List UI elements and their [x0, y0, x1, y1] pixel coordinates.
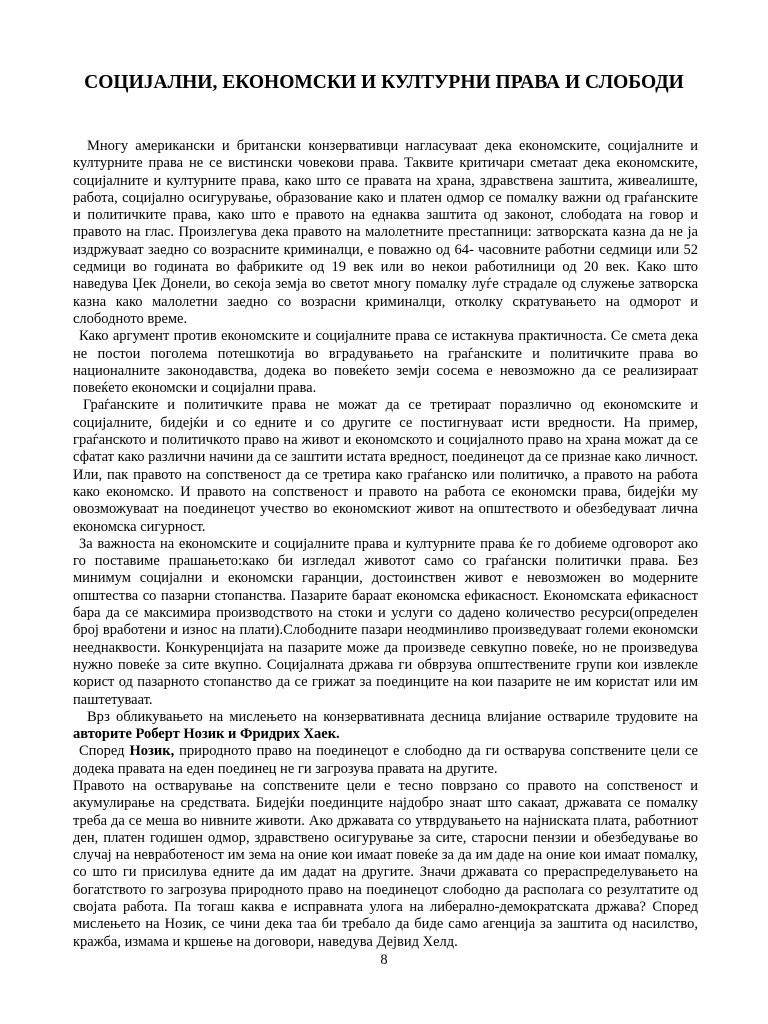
document-body: [73, 138, 698, 951]
paragraph-4: За важноста на економските и социјалните права и културните права ќе го добиеме одговорот ако го поставиме прашањето:како би изгледал животот само со граѓански политички права. Без минимум социјални и економски гаранции, достоинствен живот е невозможен во модерните општества со пазарни стопанства. Пазарите бараат економска ефикасност. Економската ефикасност бара да се максимира производството на стоки и услуги со дадено количество ресурси(определен број вработени и износ на плати).Слободните пазари неодминливо произведуваат големи економски нееднаквости. Конкуренцијата на пазарите може да произведе севкупно повеќе, но не произведува нужно повеќе за сите вкупно. Социјалната држава ги обврзува општествените групи кои извлекле корист од пазарното стопанство да се грижат за поединците на кои пазарите не им користат или им паштетуваат.: [73, 535, 698, 708]
page-number: 8: [380, 952, 388, 968]
paragraph-6: [73, 743, 698, 778]
paragraph-3: Граѓанските и политичките права не можат да се третираат поразлично од економските и социјалните, бидејќи и со едните и со другите се постигнуваат исти вредности. На пример, граѓанското и политичкото право на живот и економското и социјалното право на храна можат да се сфатат како различни начини да се заштити истата вредност, поединецот да се признае како личност. Или, пак правото на сопственост да се третира како граѓанско или политичко, а правото на работа како економско. И правото на сопственост и правото на работа се економски права, бидејќи му овозможуваат на поединецот учество во економскиот живот на општеството и обезбедуваат лична економска сигурност.: [73, 397, 698, 535]
paragraph-5: [73, 709, 698, 744]
paragraph-6-lead: Според: [79, 743, 130, 760]
paragraph-6-text: природното право на поединецот е слободно да ги остварува сопствените цели се додека правата на еден поединец не ги загрозува правата на другите.: [73, 743, 698, 777]
paragraph-5-text: Врз обликувањето на мислењето на конзервативната десница влијание оствариле трудовите на: [87, 708, 698, 725]
paragraph-1: Многу американски и британски конзервативци нагласуваат дека економските, социјалните и културните права не се вистински човекови права. Таквите критичари сметаат дека економските, социјалните и културните права, како што се правата на храна, здравствена заштита, живеалиште, работа, социјално осигурување, образование како и платен одмор се помалку важни од граѓанските и политичките права, како што е правото на еднаква заштита од законот, слободата на говор и правото на глас. Произлегува дека правото на малолетните престапници: затворската казна да не ја издржуваат заедно со возрасните криминалци, е поважно од 64- часовните работни седмици или 52 седмици во годината во фабриките од 19 век или во некои работилници од 20 век. Како што наведува Џек Донели, во секоја земја во светот многу помалку луѓе страдале од служење затворска казна како малолетни заедно со возрасни криминалци, отколку скратувањето на одморот и слободното време.: [73, 138, 698, 327]
nozick-bold-text: Нозик,: [129, 743, 175, 760]
page-title: СОЦИЈАЛНИ, ЕКОНОМСКИ И КУЛТУРНИ ПРАВА И СЛОБОДИ: [84, 72, 684, 93]
paragraph-7: Правото на остварување на сопствените цели е тесно поврзано со правото на сопственост и акумулирање на средствата. Бидејќи поединците најдобро знаат што сакаат, државата се помалку треба да се меша во нивните животи. Ако државата со утврдувањето на најниската плата, работниот ден, платен годишен одмор, здравствено осигурување за сите, старосни пензии и обезбедување во случај на невработеност им зема на оние кои имаат повеќе за да им даде на оние кои имаат помалку, со што ги присилува едните да им дадат на другите. Значи државата со прераспределувањето на богатството го загрозува природното право на поединецот слободно да располага со резултатите од својата работа. Па тогаш каква е исправната улога на либерално-демократската држава? Според мислењето на Нозик, се чини дека таа би требало да биде само агенција за заштита од насилство, кражба, измама и кршење на договори, наведува Дејвид Хелд.: [73, 777, 698, 950]
paragraph-2: Како аргумент против економските и социјалните права се истакнува практичноста. Се смета дека не постои поголема потешкотија во вградувањето на граѓанските и политичките права во националните законодавства, додека во повеќето земји сосема е невозможно да се реализираат повеќето економски и социјални права.: [73, 328, 698, 397]
authors-bold-text: авторите Роберт Нозик и Фридрих Хаек.: [73, 726, 340, 743]
